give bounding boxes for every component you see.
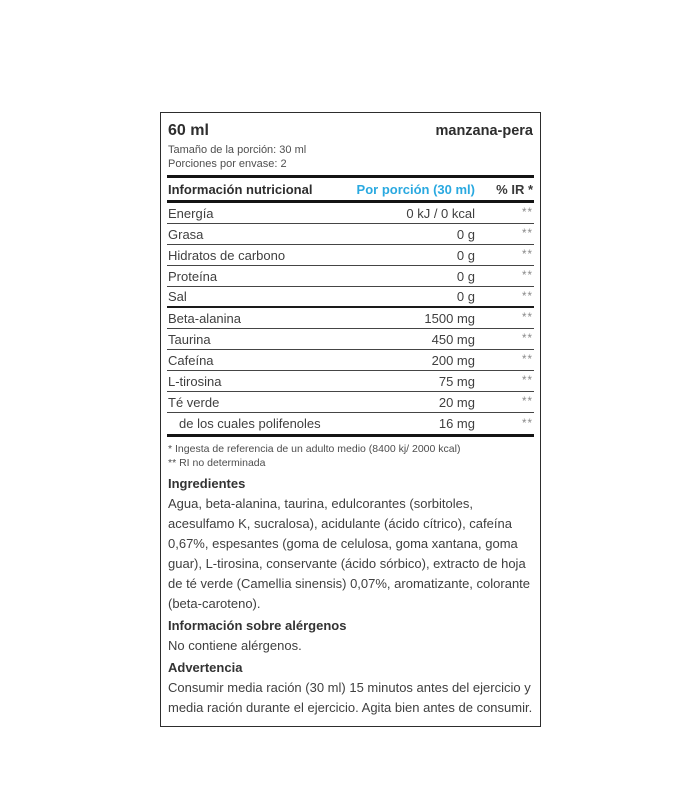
product-flavor: manzana-pera	[435, 123, 533, 139]
table-row	[167, 350, 534, 371]
table-row	[167, 224, 534, 245]
ingredients-heading: Ingredientes	[168, 476, 246, 491]
nutrient-name: Beta-alanina	[168, 310, 241, 326]
table-row	[167, 413, 534, 434]
nutrient-value: 20 mg	[438, 394, 475, 410]
table-row	[167, 329, 534, 350]
nutrient-ri: **	[522, 312, 533, 324]
table-header-row	[167, 178, 534, 200]
column-header-per-serving: Por porción (30 ml)	[356, 181, 475, 197]
serving-size: Tamaño de la porción: 30 ml	[168, 144, 307, 156]
nutrient-value: 16 mg	[438, 416, 475, 431]
nutrient-name: de los cuales polifenoles	[179, 416, 321, 431]
warning-text: Consumir media ración (30 ml) 15 minutos antes del ejercicio y media ración durante el ejercicio. Agita bien antes de consumir.	[168, 680, 533, 715]
allergens-text: No contiene alérgenos.	[168, 638, 302, 653]
nutrient-name: Grasa	[168, 226, 204, 242]
nutrient-name: Energía	[168, 205, 214, 221]
nutrition-label	[160, 112, 541, 727]
column-header-ri: % IR *	[496, 181, 533, 197]
nutrient-name: Cafeína	[168, 352, 214, 368]
nutrient-value: 0 kJ / 0 kcal	[406, 205, 475, 221]
nutrient-ri: **	[522, 270, 533, 282]
table-row	[167, 371, 534, 392]
ingredients-section	[167, 474, 534, 614]
table-row	[167, 245, 534, 266]
nutrient-ri: **	[522, 333, 533, 345]
nutrient-name: Proteína	[168, 268, 218, 284]
nutrient-name: Sal	[168, 289, 187, 304]
nutrient-value: 75 mg	[438, 373, 475, 389]
nutrient-value: 1500 mg	[424, 310, 475, 326]
nutrient-ri: **	[522, 207, 533, 219]
table-row	[167, 392, 534, 413]
allergens-heading: Información sobre alérgenos	[168, 618, 347, 633]
nutrient-ri: **	[522, 249, 533, 261]
product-volume: 60 ml	[168, 122, 209, 139]
column-header-nutrient: Información nutricional	[168, 181, 313, 197]
warning-section	[167, 658, 534, 718]
footnote-ri-not-determined: ** RI no determinada	[168, 457, 266, 469]
warning-heading: Advertencia	[168, 660, 243, 675]
nutrient-value: 0 g	[456, 289, 475, 304]
nutrient-value: 0 g	[456, 247, 475, 263]
nutrient-ri: **	[522, 375, 533, 387]
table-row	[167, 266, 534, 287]
footnote-reference-intake: * Ingesta de referencia de un adulto medio (8400 kj/ 2000 kcal)	[168, 443, 461, 455]
footnotes	[167, 437, 534, 472]
nutrient-name: Taurina	[168, 331, 211, 347]
table-row	[167, 308, 534, 329]
servings-per-container: Porciones por envase: 2	[168, 158, 287, 170]
label-header	[168, 122, 533, 140]
nutrient-ri: **	[522, 396, 533, 408]
table-row	[167, 203, 534, 224]
nutrient-name: Hidratos de carbono	[168, 247, 286, 263]
nutrient-value: 0 g	[456, 268, 475, 284]
nutrient-value: 200 mg	[431, 352, 475, 368]
nutrient-ri: **	[522, 290, 533, 303]
table-row	[167, 287, 534, 308]
nutrient-name: Té verde	[168, 394, 220, 410]
nutrient-ri: **	[522, 354, 533, 366]
nutrient-value: 450 mg	[431, 331, 475, 347]
nutrient-name: L-tirosina	[168, 373, 222, 389]
nutrient-ri: **	[522, 228, 533, 240]
nutrient-value: 0 g	[456, 226, 475, 242]
allergens-section	[167, 616, 534, 656]
nutrition-table	[167, 203, 534, 434]
nutrient-ri: **	[522, 417, 533, 430]
ingredients-text: Agua, beta-alanina, taurina, edulcorantes (sorbitoles, acesulfamo K, sucralosa), acidulante (ácido cítrico), cafeína 0,67%, espesantes (goma de celulosa, goma xantana, goma guar), L-tirosina, conservante (ácido sórbico), extracto de hoja de té verde (Camellia sinensis) 0,07%, aromatizante, colorante (beta-caroteno).	[168, 496, 531, 611]
